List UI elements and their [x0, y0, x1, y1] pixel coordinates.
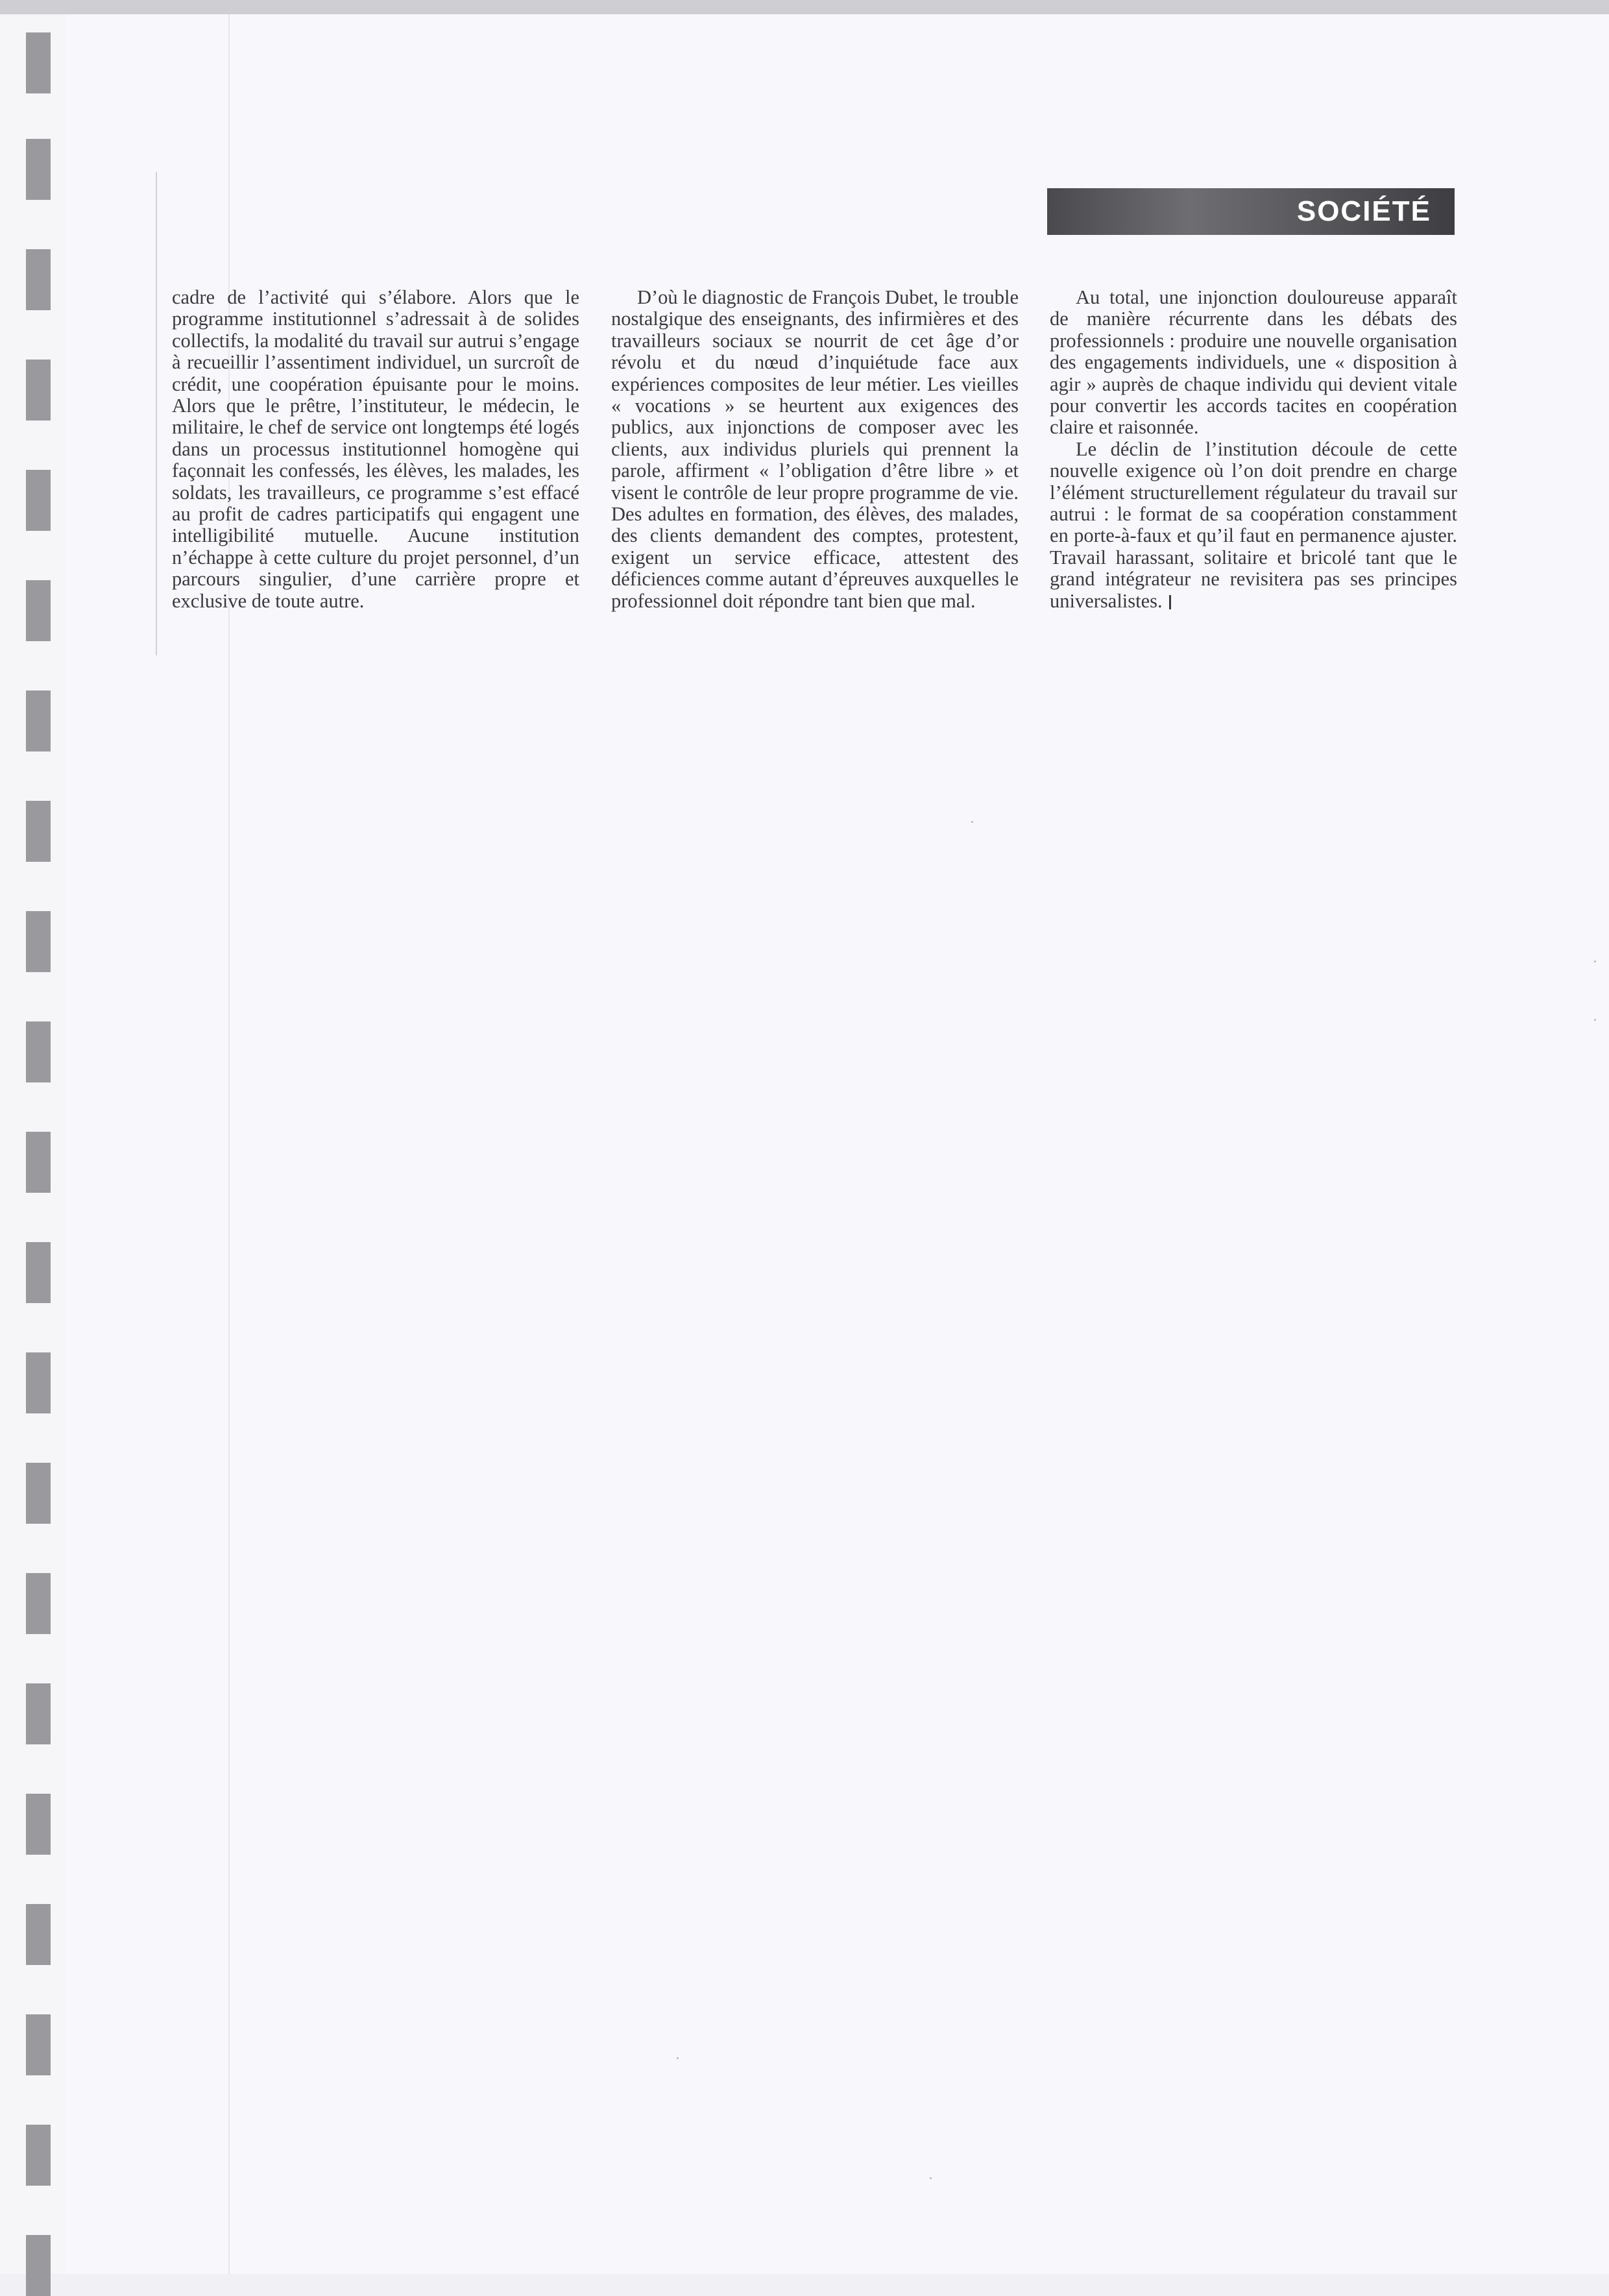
binding-hole — [26, 1573, 51, 1634]
binding-hole — [26, 1683, 51, 1744]
binding-hole — [26, 1904, 51, 1965]
scan-speck — [930, 2177, 932, 2179]
paragraph: Le déclin de l’institution découle de cette nouvelle exigence où l’on doit prendre en charge l’élément structurellement régulateur du travail sur autrui : le format de sa coopération constamment en porte-à-faux et qu’il faut en permanence ajuster. Travail harassant, solitaire et bricolé tant que le grand intégrateur ne revisitera pas ses principes universalistes. — [1050, 437, 1457, 612]
paragraph: D’où le diagnostic de François Dubet, le trouble nostalgique des enseignants, des infirmières et des travailleurs sociaux se nourrit de cet âge d’or révolu et du nœud d’inquiétude face aux expériences composites de leur métier. Les vieilles « vocations » se heurtent aux exigences des publics, aux injonctions de composer avec les clients, aux individus pluriels qui prennent la parole, affirment « l’obligation d’être libre » et visent le contrôle de leur propre programme de vie. Des adultes en formation, des élèves, des malades, des clients demandent des comptes, protestent, exigent un service efficace, attestent des déficiences comme autant d’épreuves auxquelles le professionnel doit répondre tant bien que mal. — [611, 286, 1019, 612]
column-rule — [156, 172, 157, 655]
binding-hole — [26, 911, 51, 972]
binding-hole — [26, 470, 51, 531]
binding-hole — [26, 2014, 51, 2075]
binding-hole — [26, 1794, 51, 1855]
scan-speck — [677, 2057, 679, 2059]
scan-speck — [1594, 1019, 1596, 1021]
binding-hole — [26, 690, 51, 751]
binding-hole — [26, 1021, 51, 1082]
scan-speck — [971, 821, 973, 823]
paragraph: cadre de l’activité qui s’élabore. Alors que le programme institutionnel s’adressait à de solides collectifs, la modalité du travail sur autrui s’engage à recueillir l’assentiment individuel, un surcroît de crédit, une coopération épuisante pour le moins. Alors que le prêtre, l’instituteur, le médecin, le militaire, le chef de service ont longtemps été logés dans un processus institutionnel homogène qui façonnait les confessés, les élèves, les malades, les soldats, les travailleurs, ce programme s’est effacé au profit de cadres participatifs qui engagent une intelligibilité mutuelle. Aucune institution n’échappe à cette culture du projet personnel, d’un parcours singulier, d’une carrière propre et exclusive de toute autre. — [172, 286, 579, 612]
binding-hole — [26, 1352, 51, 1413]
text-column-2 — [611, 287, 1019, 612]
scan-speck — [1594, 960, 1596, 962]
binding-hole — [26, 360, 51, 421]
binding-hole — [26, 249, 51, 310]
section-label: SOCIÉTÉ — [1047, 188, 1455, 235]
end-of-article-mark — [1169, 595, 1171, 609]
binding-hole — [26, 32, 51, 93]
text-column-1 — [172, 287, 579, 612]
scan-top-edge — [0, 0, 1609, 14]
binding-hole — [26, 801, 51, 862]
binding-hole — [26, 1132, 51, 1193]
paragraph: Au total, une injonction douloureuse apparaît de manière récurrente dans les débats des professionnels : produire une nouvelle organisation des engagements individuels, une « disposition à agir » auprès de chaque individu qui devient vitale pour convertir les accords tacites en coopération claire et raisonnée. — [1050, 286, 1457, 439]
binding-hole — [26, 580, 51, 641]
binding-hole — [26, 2235, 51, 2296]
binding-strip — [0, 14, 65, 2274]
binding-hole — [26, 139, 51, 200]
binding-hole — [26, 2125, 51, 2186]
binding-hole — [26, 1463, 51, 1524]
text-column-3 — [1050, 287, 1457, 612]
binding-hole — [26, 1242, 51, 1303]
